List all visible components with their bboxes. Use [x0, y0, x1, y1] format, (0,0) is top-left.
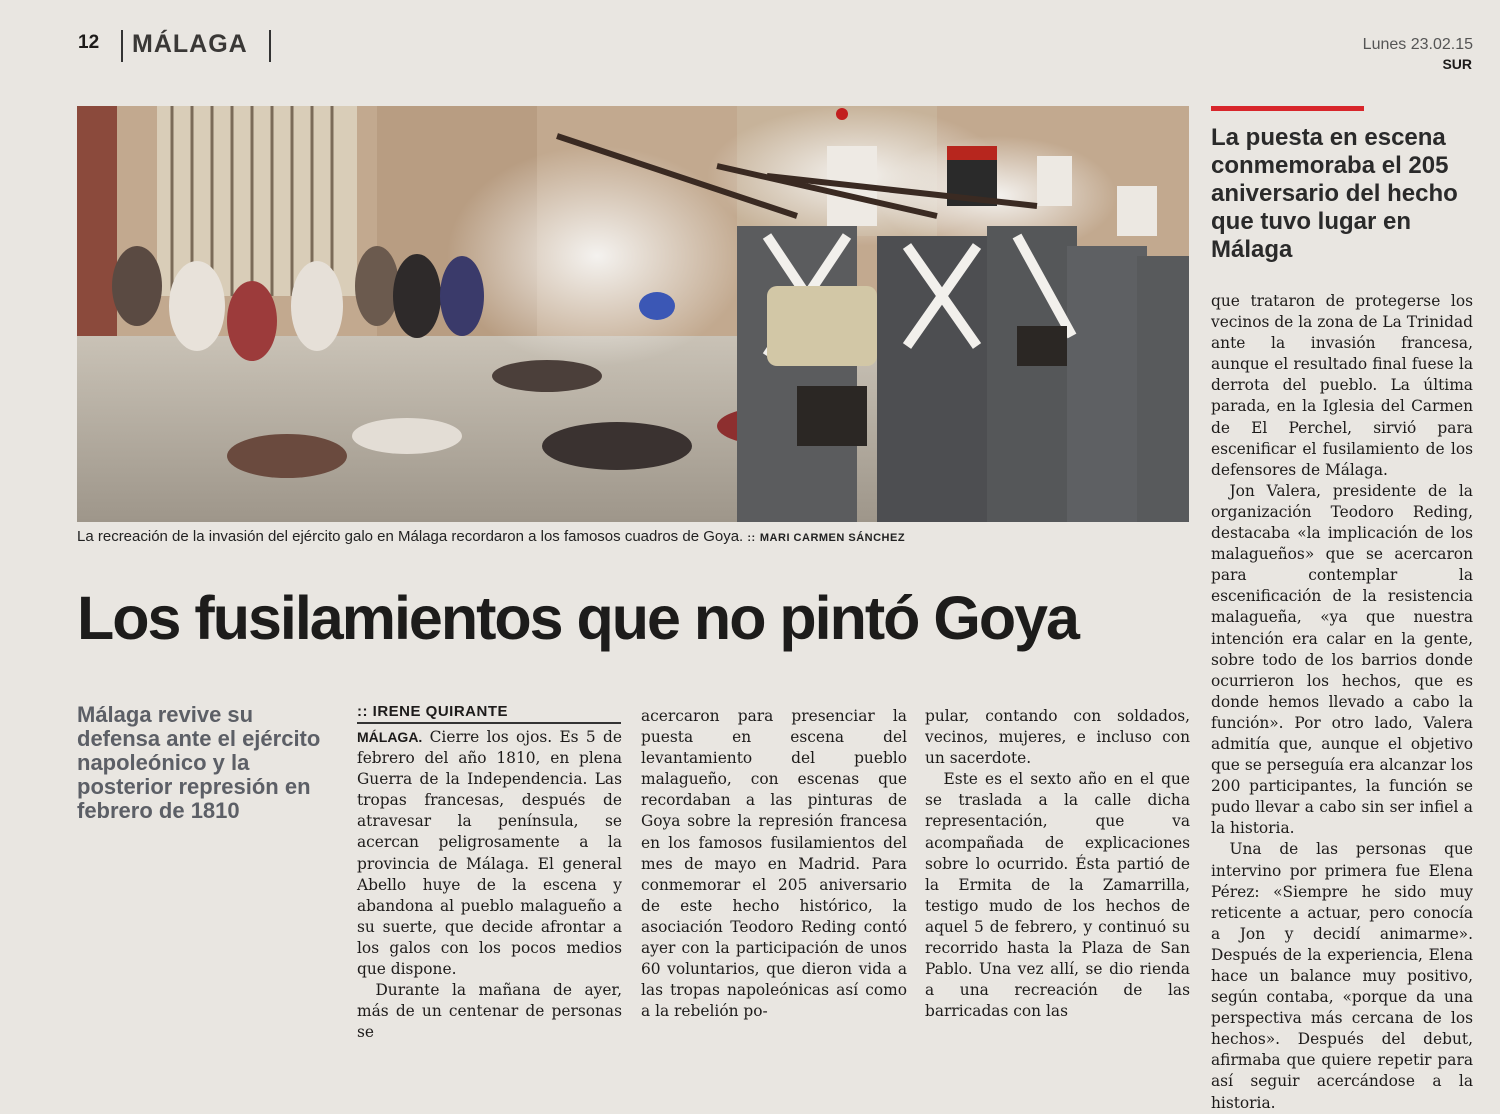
credit-marker: ::	[747, 532, 756, 544]
paragraph: Este es el sexto año en el que se traslada a la calle dicha representación, que va acompañada de explicaciones sobre lo ocurrido. Ésta partió de la Ermita de la Zamarrilla, testigo mudo de los hechos de aquel 5 de febrero, y continuó su recorrido hasta la Plaza de San Pablo. Una vez allí, se dio rienda a una recreación de las barricadas con las	[925, 770, 1190, 1021]
header-divider	[121, 30, 123, 62]
pull-quote-rule	[1211, 106, 1364, 111]
paragraph: Durante la mañana de ayer, más de un centenar de personas se	[357, 981, 622, 1042]
paragraph: Jon Valera, presidente de la organización Teodoro Reding, destacaba «la implicación de los malagueños» que se acercaron para contemplar la escenificación de la resistencia malagueña, «ya que nuestra intención era calar en la gente, sobre todo de los barrios donde ocurrieron los hechos, que es donde hemos llevado a cabo la función». Por otro lado, Valera admitía que, aunque el objetivo que se perseguía era alcanzar los 200 participantes, la función se pudo llevar a cabo sin ser infiel a la historia.	[1211, 481, 1473, 838]
article-column-3	[925, 706, 1190, 1022]
issue-date: Lunes 23.02.15	[1362, 36, 1473, 53]
photo-credit: MARI CARMEN SÁNCHEZ	[759, 532, 906, 544]
article-column-2	[641, 706, 907, 1022]
reenactment-photo-illustration	[77, 106, 1189, 522]
dateline: MÁLAGA.	[357, 729, 423, 745]
header-divider	[269, 30, 271, 62]
byline-marker: ::	[357, 703, 368, 720]
paragraph	[357, 727, 622, 980]
article-headline: Los fusilamientos que no pintó Goya	[77, 584, 1078, 652]
pull-quote: La puesta en escena conmemoraba el 205 aniversario del hecho que tuvo lugar en Málaga	[1211, 124, 1458, 263]
byline	[357, 703, 621, 724]
article-column-1	[357, 727, 622, 1043]
paragraph: Una de las personas que intervino por primera fue Elena Pérez: «Siempre he sido muy reticente a actuar, pero conocía a Jon y decidí animarme». Después de la experiencia, Elena hace un balance muy positivo, según contaba, «porque da una perspectiva más cercana de los hechos». Después del debut, afirmaba que quiere repetir para así seguir acercándose a la historia.	[1211, 840, 1473, 1112]
section-title: MÁLAGA	[132, 30, 248, 58]
page-number: 12	[78, 32, 100, 53]
article-photo	[77, 106, 1189, 522]
newspaper-name: SUR	[1442, 56, 1472, 72]
paragraph: pular, contando con soldados, vecinos, mujeres, e incluso con un sacerdote.	[925, 707, 1190, 768]
photo-caption	[77, 528, 905, 545]
article-column-4	[1211, 291, 1473, 1114]
article-subhead: Málaga revive su defensa ante el ejército napoleónico y la posterior represión en febrero de 1810	[77, 702, 321, 823]
paragraph: que trataron de protegerse los vecinos de la zona de La Trinidad ante la invasión francesa, aunque el resultado final fuese la derrota del pueblo. La última parada, en la Iglesia del Carmen de El Perchel, sirvió para escenificar el fusilamiento de los defensores de Málaga.	[1211, 292, 1473, 479]
caption-text: La recreación de la invasión del ejército galo en Málaga recordaron a los famosos cuadros de Goya.	[77, 528, 744, 545]
paragraph: acercaron para presenciar la puesta en escena del levantamiento del pueblo malagueño, con escenas que recordaban a las pinturas de Goya sobre la represión francesa en los famosos fusilamientos del mes de mayo en Madrid. Para conmemorar el 205 aniversario de este hecho histórico, la asociación Teodoro Reding contó ayer con la participación de unos 60 voluntarios, que dieron vida a las tropas napoleónicas así como a la rebelión po-	[641, 707, 907, 1021]
author-name: IRENE QUIRANTE	[372, 703, 509, 720]
paragraph-text: Cierre los ojos. Es 5 de febrero del año 1810, en plena Guerra de la Independencia. Las tropas francesas, después de atravesar la península, se acercan peligrosamente a la provincia de Málaga. El general Abello huye de la escena y abandona al pueblo malagueño a su suerte, que decide afrontar a los galos con los pocos medios que dispone.	[357, 728, 622, 979]
